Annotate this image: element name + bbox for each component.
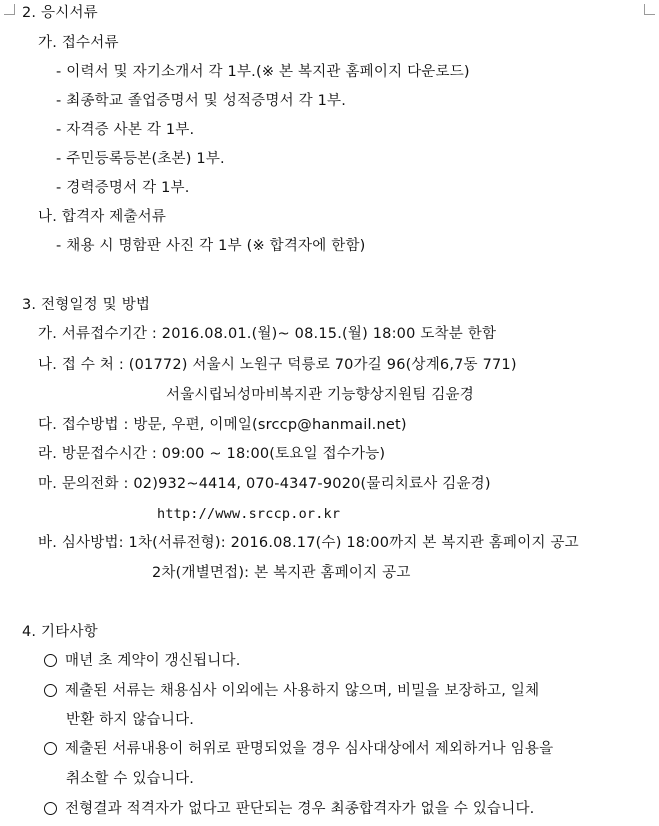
section-4-heading: 4. 기타사항 <box>22 624 98 640</box>
list-item-text: 제출된 서류는 채용심사 이외에는 사용하지 않으며, 비밀을 보장하고, 일체 <box>65 683 540 699</box>
list-item <box>44 799 535 819</box>
list-item-text: 제출된 서류내용이 허위로 판명되었을 경우 심사대상에서 제외하거나 임용을 <box>65 741 554 757</box>
schedule-application-period: 가. 서류접수기간 : 2016.08.01.(월)~ 08.15.(월) 18:00 도착분 한함 <box>38 326 497 342</box>
page-corner-mark-top-right <box>644 4 655 15</box>
section-2-heading: 2. 응시서류 <box>22 5 98 21</box>
page-corner-mark-top-left <box>4 4 15 15</box>
schedule-reception-method: 다. 접수방법 : 방문, 우편, 이메일(srccp@hanmail.net) <box>38 417 407 433</box>
list-item <box>44 681 539 701</box>
list-item-text: 전형결과 적격자가 없다고 판단되는 경우 최종합격자가 없을 수 있습니다. <box>65 801 535 817</box>
list-item-cont: 반환 하지 않습니다. <box>66 712 195 728</box>
list-item <box>44 651 241 671</box>
list-item: - 최종학교 졸업증명서 및 성적증명서 각 1부. <box>56 93 347 109</box>
section-3-heading: 3. 전형일정 및 방법 <box>22 297 151 313</box>
schedule-contact-phone: 마. 문의전화 : 02)932~4414, 070-4347-9020(물리치료사 김윤경) <box>38 476 491 492</box>
list-item-cont: 취소할 수 있습니다. <box>66 771 195 787</box>
section-2-ga-heading: 가. 접수서류 <box>38 35 119 51</box>
schedule-visit-hours: 라. 방문접수시간 : 09:00 ~ 18:00(토요일 접수가능) <box>38 446 386 462</box>
circle-bullet-icon <box>44 742 57 755</box>
schedule-screening-method-cont: 2차(개별면접): 본 복지관 홈페이지 공고 <box>152 565 411 581</box>
schedule-reception-place: 나. 접 수 처 : (01772) 서울시 노원구 덕릉로 70가길 96(상계6,7동 771) <box>38 357 517 373</box>
schedule-reception-place-cont: 서울시립뇌성마비복지관 기능향상지원팀 김윤경 <box>166 387 474 403</box>
circle-bullet-icon <box>44 802 57 815</box>
homepage-url: http://www.srccp.or.kr <box>157 506 341 522</box>
list-item: - 채용 시 명함판 사진 각 1부 (※ 합격자에 한함) <box>56 238 366 254</box>
circle-bullet-icon <box>44 654 57 667</box>
circle-bullet-icon <box>44 684 57 697</box>
list-item: - 이력서 및 자기소개서 각 1부.(※ 본 복지관 홈페이지 다운로드) <box>56 64 470 80</box>
section-2-na-heading: 나. 합격자 제출서류 <box>38 209 167 225</box>
list-item: - 경력증명서 각 1부. <box>56 180 190 196</box>
list-item: - 자격증 사본 각 1부. <box>56 122 195 138</box>
list-item <box>44 739 553 759</box>
list-item: - 주민등록등본(초본) 1부. <box>56 151 225 167</box>
schedule-screening-method: 바. 심사방법: 1차(서류전형): 2016.08.17(수) 18:00까지 본 복지관 홈페이지 공고 <box>38 535 579 551</box>
list-item-text: 매년 초 계약이 갱신됩니다. <box>65 653 241 669</box>
